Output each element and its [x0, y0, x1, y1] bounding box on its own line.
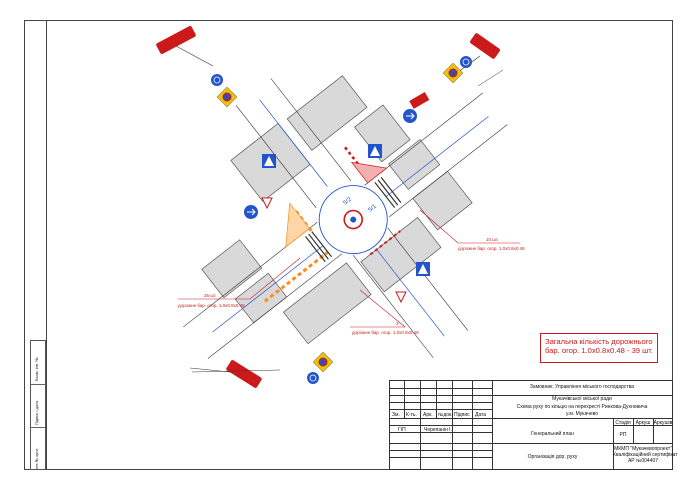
- tb-header-qty: К-ть.: [406, 412, 417, 418]
- give-way-sign-icon: [396, 292, 406, 302]
- side-stamp-sign-date: Підпис і дата: [34, 400, 39, 425]
- no-stopping-sign-icon: [313, 352, 333, 372]
- total-note-line2: бар. огор. 1.0х0.8х0.48 - 39 шт.: [545, 346, 653, 355]
- tb-sheet-header: Аркуш: [635, 420, 651, 426]
- warning-sign: [156, 25, 213, 66]
- tb-gip-label: ГІП: [398, 427, 406, 433]
- tb-sheets-header: Аркушів: [653, 420, 673, 426]
- title-block: [389, 380, 678, 470]
- tb-council: Мукачівської міської ради: [552, 396, 612, 402]
- pointer-line: [478, 70, 503, 86]
- tb-org-line3: АР №004407: [627, 458, 659, 464]
- callout-desc: дорожне бар. огор. 1.0х0.8х0.48: [178, 303, 245, 308]
- tb-gip-name: Черепанін І.: [424, 427, 452, 433]
- warning-sign: [190, 359, 262, 388]
- pedestrian-crossing-sign-icon: [368, 144, 382, 158]
- no-stopping-sign-icon: [217, 87, 237, 107]
- side-stamp-replace: Взам. інв. №: [34, 357, 39, 381]
- side-stamp-orig: Інв.№ ориг.: [34, 448, 39, 469]
- building: [355, 105, 410, 162]
- tb-customer: Замовник: Управління міського господарства: [529, 384, 635, 390]
- tb-sheet-title: Генеральний план: [531, 431, 574, 437]
- warning-sign: [409, 92, 429, 109]
- callout-desc: дорожне бар. огор. 1.0х0.8х0.48: [352, 330, 419, 335]
- callout-qty: 3: [396, 321, 399, 326]
- roundabout-sign-icon: [211, 74, 223, 86]
- roundabout-sign-icon: [307, 372, 319, 384]
- tb-project-line2: у.м. Мукачево: [565, 411, 599, 417]
- zone-label: 5/2: [342, 196, 353, 207]
- roundabout-sign-icon: [403, 109, 417, 123]
- direction-sign-icon: [244, 205, 258, 219]
- tb-stage-value: РП: [619, 432, 627, 438]
- roundabout-sign-icon: [460, 56, 472, 68]
- pedestrian-crossing-sign-icon: [416, 262, 430, 276]
- pedestrian-crossing-sign-icon: [262, 154, 276, 168]
- tb-subject: Організація дор. руху: [527, 454, 578, 460]
- no-stopping-sign-icon: [443, 63, 463, 83]
- total-note-line1: Загальна кількість дорожнього: [545, 337, 653, 346]
- tb-project-line1: Схема руху по кільцю на перехресті Ринкова-Духновича: [516, 404, 648, 410]
- tb-org-line2: Кваліфікаційний сертифікат: [613, 452, 678, 458]
- callout-qty: 10 шт.: [486, 237, 499, 242]
- total-barriers-note: [540, 333, 658, 363]
- tb-header-sign: Підпис: [454, 412, 470, 418]
- building: [413, 171, 472, 230]
- zone-label: 5/1: [367, 203, 378, 214]
- callout-qty: 26 шт.: [204, 293, 217, 298]
- building: [287, 76, 367, 151]
- tb-header-doc: №док.: [438, 412, 453, 418]
- callout-desc: дорожне бар. огор. 1.0х0.8х0.48: [458, 246, 525, 251]
- tb-header-date: Дата: [475, 412, 487, 418]
- tb-header-sheet: Арк.: [423, 412, 433, 418]
- hatched-island: [266, 203, 309, 247]
- give-way-sign-icon: [262, 198, 272, 208]
- tb-header-zm: Зм.: [392, 412, 400, 418]
- tb-stage-header: Стадія: [615, 420, 631, 426]
- tb-org-line1: МКМП "Мукачевопроект": [614, 446, 672, 452]
